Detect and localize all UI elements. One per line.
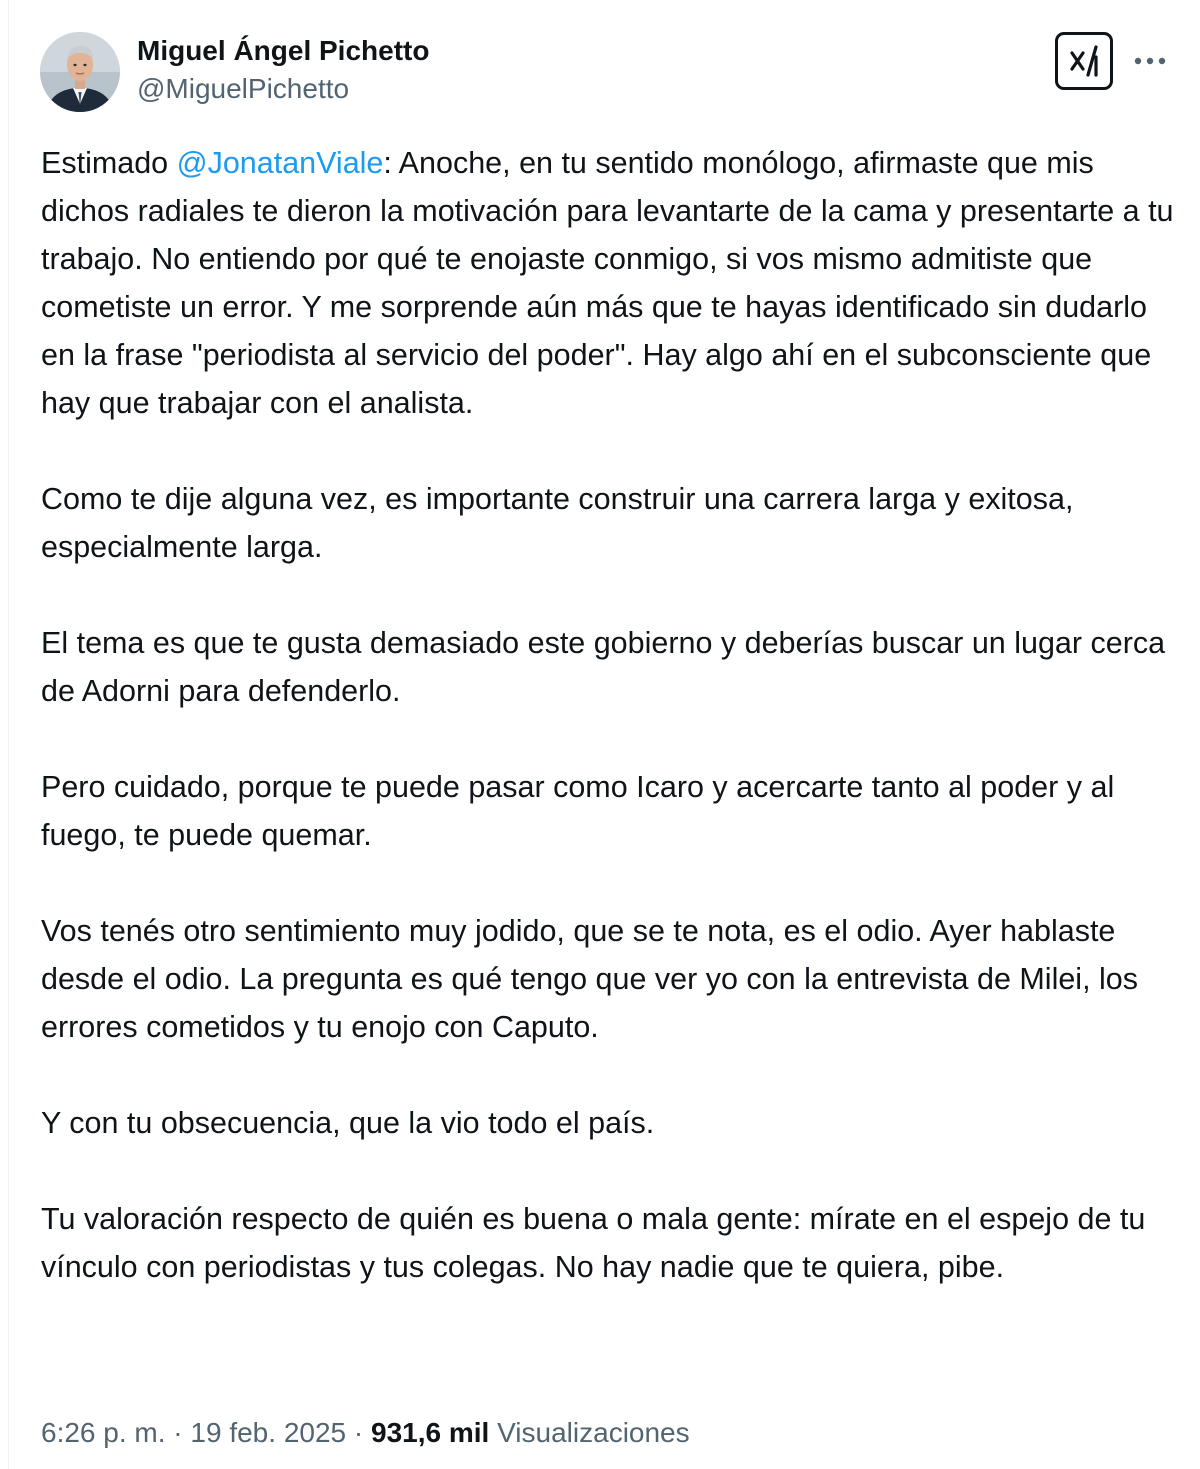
grok-button[interactable] <box>1055 32 1113 90</box>
tweet-metadata <box>41 1413 690 1453</box>
tweet-paragraph-7: Tu valoración respecto de quién es buena o mala gente: mírate en el espejo de tu vínculo con periodistas y tus colegas. No hay nadie que te quiera, pibe. <box>41 1202 1146 1284</box>
text-run: : Anoche, en tu sentido monólogo, afirmaste que mis dichos radiales te dieron la motivación para levantarte de la cama y presentarte a tu trabajo. No entiendo por qué te enojaste conmigo, si vos mismo admitiste que cometiste un error. Y me sorprende aún más que te hayas identificado sin dudarlo en la frase "periodista al servicio del poder". Hay algo ahí en el subconsciente que hay que trabajar con el analista. <box>41 146 1174 420</box>
views-count[interactable]: 931,6 mil <box>371 1417 490 1448</box>
author-display-name[interactable]: Miguel Ángel Pichetto <box>137 35 430 66</box>
more-horizontal-icon <box>1130 44 1170 78</box>
tweet-paragraph-5: Vos tenés otro sentimiento muy jodido, que se te nota, es el odio. Ayer hablaste desde el odio. La pregunta es qué tengo que ver yo con la entrevista de Milei, los errores cometidos y tu enojo con Caputo. <box>41 914 1139 1044</box>
tweet-text <box>41 139 1176 1291</box>
text-run: Estimado <box>41 146 177 180</box>
grok-icon <box>1066 43 1102 79</box>
tweet-paragraph-1 <box>41 139 1176 427</box>
meta-separator: · <box>165 1417 191 1448</box>
views-label: Visualizaciones <box>497 1417 690 1448</box>
author-handle[interactable]: @MiguelPichetto <box>137 73 350 104</box>
avatar-image <box>40 32 120 112</box>
tweet-paragraph-2: Como te dije alguna vez, es importante construir una carrera larga y exitosa, especialmente larga. <box>41 482 1074 564</box>
author-block <box>137 32 429 108</box>
tweet-paragraph-6: Y con tu obsecuencia, que la vio todo el país. <box>41 1106 655 1140</box>
mention-link[interactable]: @JonatanViale <box>176 146 384 180</box>
timeline-border <box>8 0 9 1469</box>
tweet-header <box>40 30 1180 114</box>
tweet-paragraph-4: Pero cuidado, porque te puede pasar como Icaro y acercarte tanto al poder y al fuego, te puede quemar. <box>41 770 1115 852</box>
tweet-time[interactable]: 6:26 p. m. <box>41 1417 166 1448</box>
meta-separator: · <box>346 1417 371 1448</box>
tweet-date[interactable]: 19 feb. 2025 <box>190 1417 347 1448</box>
more-options-button[interactable] <box>1130 44 1170 78</box>
tweet-paragraph-3: El tema es que te gusta demasiado este gobierno y deberías buscar un lugar cerca de Adorni para defenderlo. <box>41 626 1166 708</box>
avatar[interactable] <box>40 32 120 112</box>
